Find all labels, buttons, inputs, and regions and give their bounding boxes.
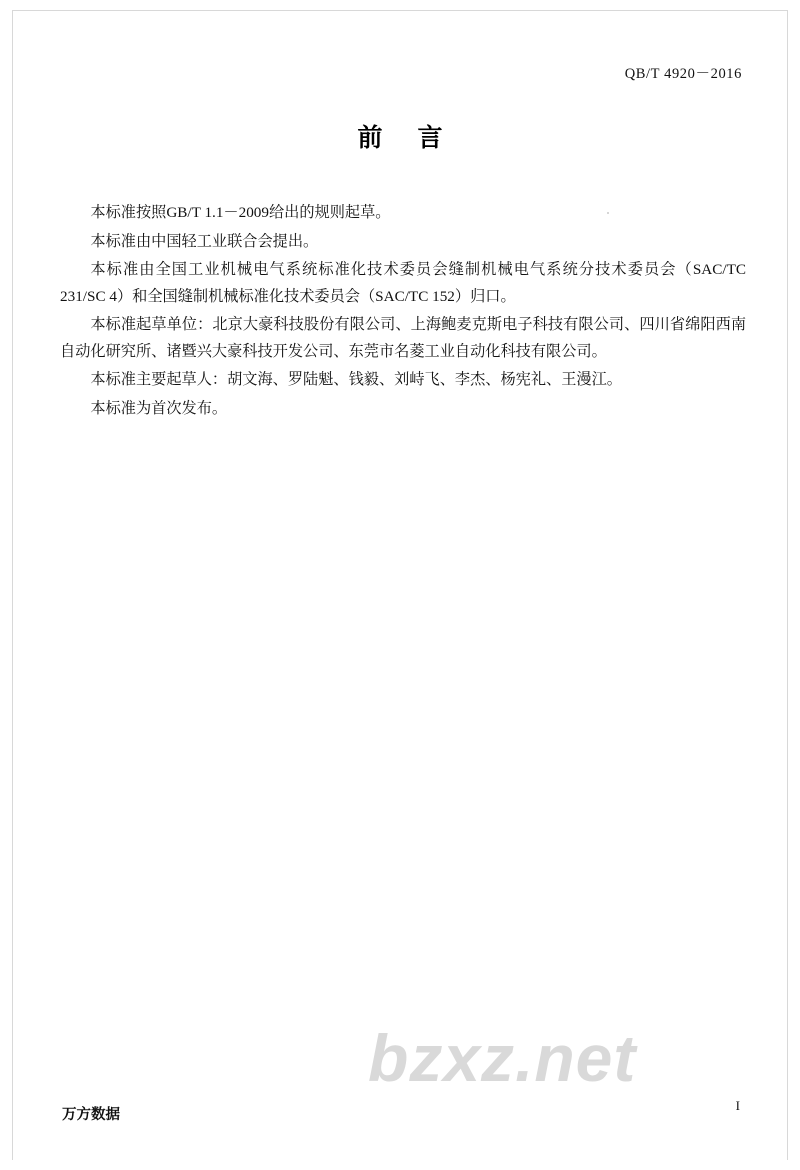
page-border-top	[12, 10, 788, 11]
paragraph: 本标准为首次发布。	[90, 399, 228, 417]
paragraph: 本标准由全国工业机械电气系统标准化技术委员会缝制机械电气系统分技术委员会（SAC/TC 231/SC 4）和全国缝制机械标准化技术委员会（SAC/TC 152）归口。	[60, 261, 746, 305]
paragraph: 本标准主要起草人：胡文海、罗陆魁、钱毅、刘峙飞、李杰、杨宪礼、王漫江。	[90, 371, 622, 388]
paragraph: 本标准起草单位：北京大豪科技股份有限公司、上海鲍麦克斯电子科技有限公司、四川省绵阳西南自动化研究所、诸暨兴大豪科技开发公司、东莞市名菱工业自动化科技有限公司。	[60, 316, 746, 360]
page-number: I	[735, 1098, 740, 1113]
paragraph: 本标准按照GB/T 1.1－2009给出的规则起草。	[90, 204, 391, 221]
page-border-left	[12, 10, 13, 1160]
standard-number-header: QB/T 4920－2016	[624, 66, 742, 82]
watermark: bzxz.net	[368, 1021, 637, 1095]
foreword-body	[60, 200, 746, 424]
page-speck	[607, 212, 609, 214]
footer-source: 万方数据	[62, 1107, 120, 1123]
page-title: 前 言	[357, 124, 457, 152]
paragraph: 本标准由中国轻工业联合会提出。	[90, 232, 319, 250]
page-border-right	[787, 10, 788, 1160]
